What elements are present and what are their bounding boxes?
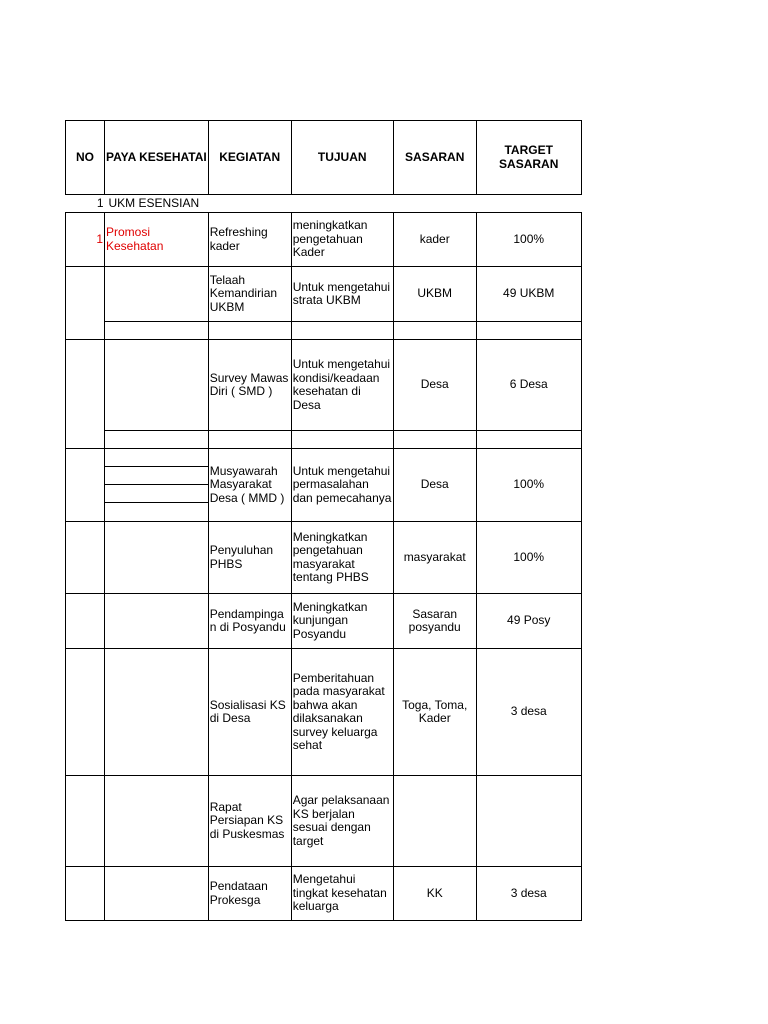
row-kegiatan: Sosialisasi KS di Desa	[208, 649, 291, 776]
row-upaya	[105, 267, 209, 322]
row-sasaran: Desa	[393, 340, 476, 431]
row-no	[66, 649, 105, 776]
table-row	[66, 449, 582, 522]
row-upaya	[105, 594, 209, 649]
row-target: 49 Posy	[476, 594, 581, 649]
row-sasaran: KK	[393, 867, 476, 921]
table-row	[66, 267, 582, 322]
row-kegiatan: Pendataan Prokesga	[208, 867, 291, 921]
table-row	[66, 522, 582, 594]
row-sasaran: masyarakat	[393, 522, 476, 594]
row-tujuan: Untuk mengetahui kondisi/keadaan kesehatan di Desa	[291, 340, 393, 431]
header-target: TARGET SASARAN	[476, 121, 581, 195]
activity-table	[65, 120, 582, 921]
row-upaya	[105, 340, 209, 431]
row-target: 100%	[476, 213, 581, 267]
section-number: 1	[96, 195, 104, 210]
table-row	[66, 213, 582, 267]
row-target: 49 UKBM	[476, 267, 581, 322]
row-kegiatan: Refreshing kader	[208, 213, 291, 267]
header-upaya: PAYA KESEHATAI	[105, 121, 209, 195]
section-row	[66, 195, 582, 213]
row-no	[66, 267, 105, 340]
row-no	[66, 867, 105, 921]
row-upaya	[105, 449, 209, 522]
table-row	[66, 776, 582, 867]
row-target: 3 desa	[476, 649, 581, 776]
table-row-empty	[66, 431, 582, 449]
row-upaya	[105, 867, 209, 921]
row-sasaran	[393, 776, 476, 867]
table-row	[66, 340, 582, 431]
row-sasaran: Desa	[393, 449, 476, 522]
table-row	[66, 649, 582, 776]
row-kegiatan: Musyawarah Masyarakat Desa ( MMD )	[208, 449, 291, 522]
row-tujuan: Pemberitahuan pada masyarakat bahwa akan dilaksanakan survey keluarga sehat	[291, 649, 393, 776]
row-tujuan: Meningkatkan pengetahuan masyarakat tentang PHBS	[291, 522, 393, 594]
header-no: NO	[66, 121, 105, 195]
row-target: 100%	[476, 522, 581, 594]
row-sasaran: UKBM	[393, 267, 476, 322]
header-kegiatan: KEGIATAN	[208, 121, 291, 195]
row-no	[66, 449, 105, 522]
section-label: UKM ESENSIAN	[108, 195, 200, 210]
header-row	[66, 121, 582, 195]
row-no	[66, 594, 105, 649]
table-row	[66, 867, 582, 921]
table-row-empty	[66, 322, 582, 340]
row-kegiatan: Penyuluhan PHBS	[208, 522, 291, 594]
row-sasaran: Sasaran posyandu	[393, 594, 476, 649]
row-tujuan: meningkatkan pengetahuan Kader	[291, 213, 393, 267]
row-no: 1	[66, 213, 105, 267]
row-upaya	[105, 776, 209, 867]
header-sasaran: SASARAN	[393, 121, 476, 195]
row-sasaran: Toga, Toma, Kader	[393, 649, 476, 776]
row-kegiatan: Survey Mawas Diri ( SMD )	[208, 340, 291, 431]
header-tujuan: TUJUAN	[291, 121, 393, 195]
row-target: 6 Desa	[476, 340, 581, 431]
row-target: 3 desa	[476, 867, 581, 921]
row-no	[66, 340, 105, 449]
row-upaya	[105, 522, 209, 594]
row-tujuan: Untuk mengetahui permasalahan dan pemecahanya	[291, 449, 393, 522]
row-upaya	[105, 649, 209, 776]
row-kegiatan: Rapat Persiapan KS di Puskesmas	[208, 776, 291, 867]
row-no	[66, 776, 105, 867]
row-tujuan: Agar pelaksanaan KS berjalan sesuai dengan target	[291, 776, 393, 867]
row-no	[66, 522, 105, 594]
table-row	[66, 594, 582, 649]
row-tujuan: Untuk mengetahui strata UKBM	[291, 267, 393, 322]
row-tujuan: Meningkatkan kunjungan Posyandu	[291, 594, 393, 649]
row-sasaran: kader	[393, 213, 476, 267]
row-tujuan: Mengetahui tingkat kesehatan keluarga	[291, 867, 393, 921]
row-target	[476, 776, 581, 867]
row-target: 100%	[476, 449, 581, 522]
row-kegiatan: Telaah Kemandirian UKBM	[208, 267, 291, 322]
row-upaya: Promosi Kesehatan	[105, 213, 209, 267]
spreadsheet	[65, 120, 582, 921]
row-kegiatan: Pendampingan di Posyandu	[208, 594, 291, 649]
